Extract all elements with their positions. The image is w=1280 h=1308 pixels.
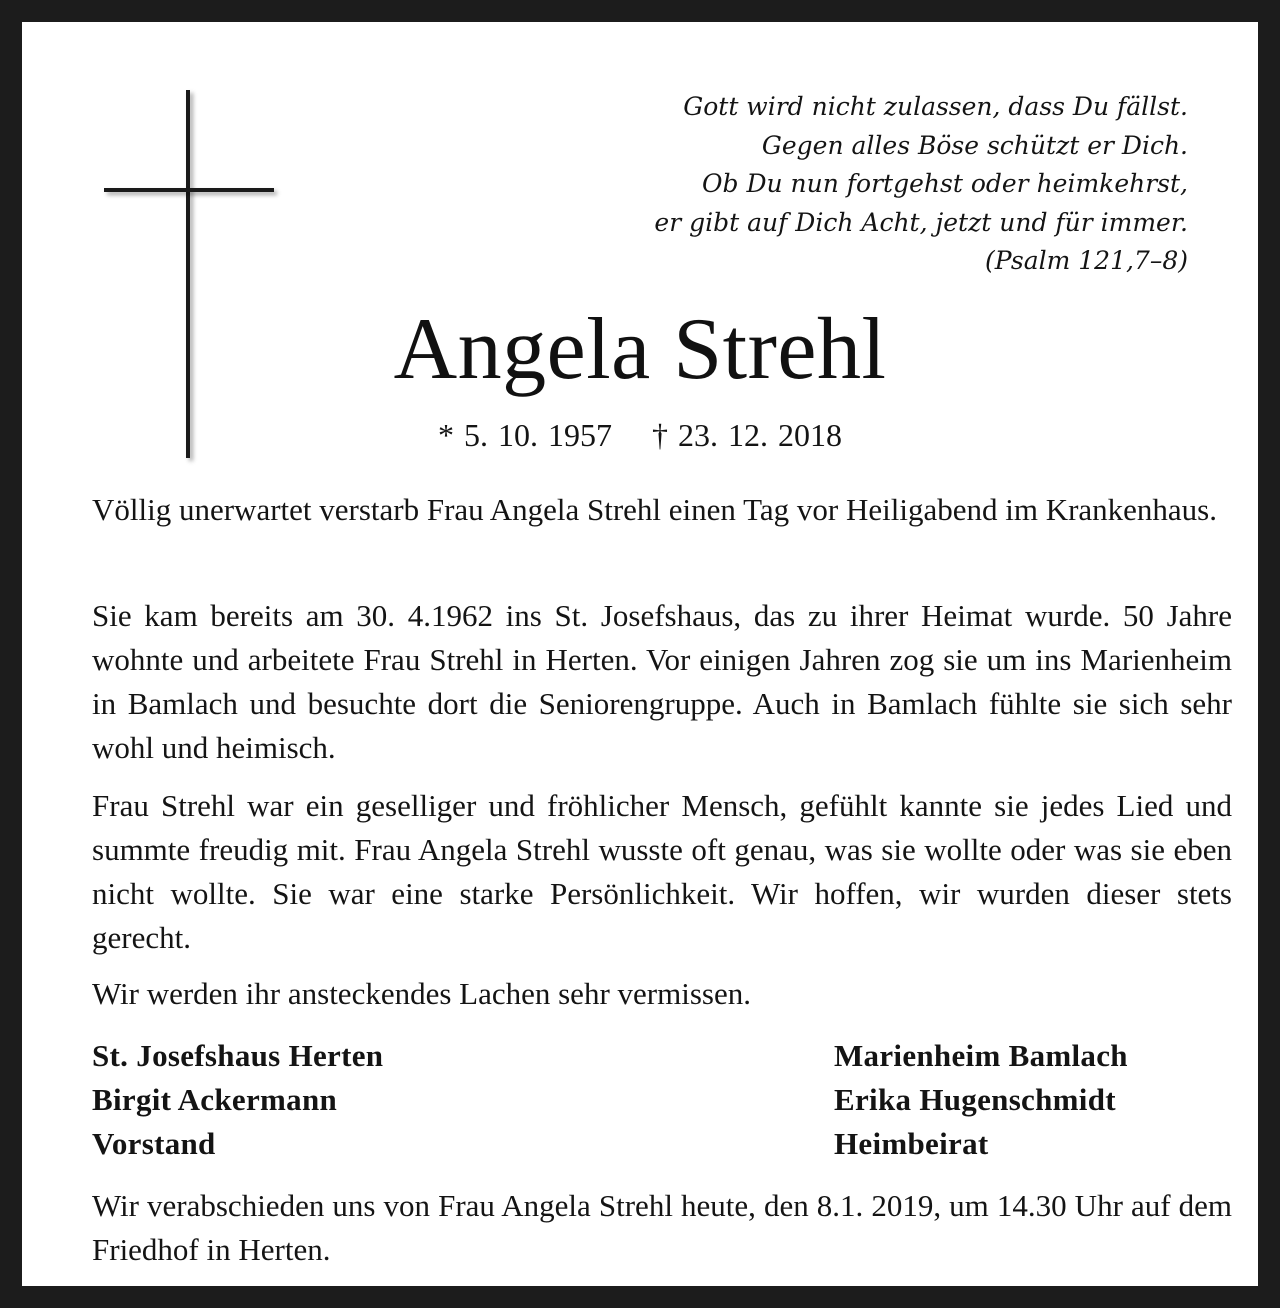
signature-org: Marienheim Bamlach bbox=[834, 1038, 1128, 1073]
signature-role: Heimbeirat bbox=[834, 1126, 989, 1161]
paragraph-text: Völlig unerwartet verstarb Frau Angela Strehl einen Tag vor Heiligabend im Krankenhaus. bbox=[92, 492, 1217, 527]
psalm-reference: (Psalm 121,7–8) bbox=[984, 246, 1188, 275]
signature-role: Vorstand bbox=[92, 1126, 216, 1161]
death-date: † 23. 12. 2018 bbox=[652, 417, 842, 453]
life-dates bbox=[22, 414, 1258, 456]
signature-person: Erika Hugenschmidt bbox=[834, 1082, 1116, 1117]
paragraph-4 bbox=[92, 972, 1232, 1016]
deceased-name: Angela Strehl bbox=[393, 301, 887, 398]
paragraph-text: Frau Strehl war ein geselliger und fröhlicher Mensch, gefühlt kannte sie jedes Lied und summte freudig mit. Frau Angela Strehl wusste oft genau, was sie wollte oder was sie eben nicht wollte. Sie war eine starke Persönlichkeit. Wir hoffen, wir wurden dieser stets gerecht. bbox=[92, 788, 1232, 955]
paragraph-text: Sie kam bereits am 30. 4.1962 ins St. Josefshaus, das zu ihrer Heimat wurde. 50 Jahre wohnte und arbeitete Frau Strehl in Herten. Vor einigen Jahren zog sie um ins Marienheim in Bamlach und besuchte dort die Seniorengruppe. Auch in Bamlach fühlte sie sich sehr wohl und heimisch. bbox=[92, 598, 1232, 765]
psalm-line: Gott wird nicht zulassen, dass Du fällst. bbox=[683, 92, 1188, 121]
psalm-line: er gibt auf Dich Acht, jetzt und für immer. bbox=[654, 207, 1188, 237]
signature-right bbox=[834, 1034, 1128, 1166]
psalm-quote bbox=[488, 88, 1188, 281]
psalm-line: Gegen alles Böse schützt er Dich. bbox=[761, 130, 1188, 160]
cross-icon-bar bbox=[104, 188, 274, 192]
paragraph-text: Wir werden ihr ansteckendes Lachen sehr vermissen. bbox=[92, 976, 751, 1011]
paragraph-2 bbox=[92, 594, 1232, 770]
cross-icon bbox=[186, 90, 190, 458]
birth-date: * 5. 10. 1957 bbox=[438, 417, 612, 453]
obituary-notice bbox=[22, 22, 1258, 1286]
closing-paragraph bbox=[92, 1184, 1232, 1272]
psalm-line: Ob Du nun fortgehst oder heimkehrst, bbox=[702, 169, 1188, 198]
signature-person: Birgit Ackermann bbox=[92, 1082, 338, 1117]
paragraph-text: Wir verabschieden uns von Frau Angela Strehl heute, den 8.1. 2019, um 14.30 Uhr auf dem Friedhof in Herten. bbox=[92, 1188, 1232, 1267]
signature-left bbox=[92, 1034, 383, 1166]
paragraph-3 bbox=[92, 784, 1232, 960]
paragraph-1 bbox=[92, 488, 1232, 532]
signature-org: St. Josefshaus Herten bbox=[92, 1038, 384, 1073]
